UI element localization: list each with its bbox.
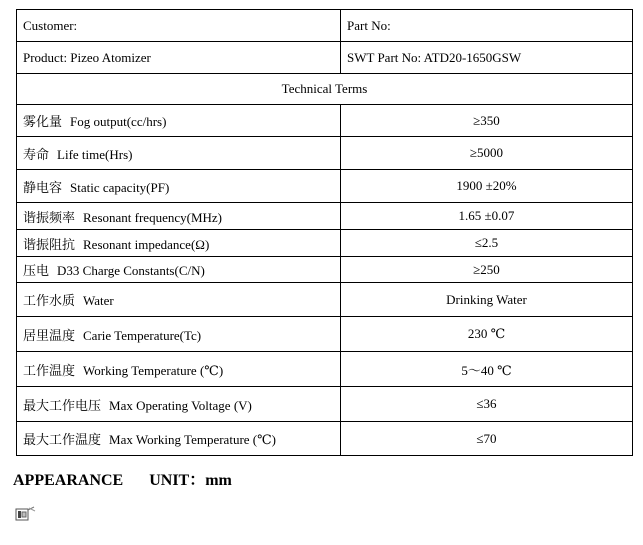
section-row: [17, 74, 633, 105]
row-label-en: Static capacity(PF): [70, 179, 170, 195]
row-value: 5～40 ℃: [341, 352, 633, 387]
row-label-cn: 寿命: [23, 147, 50, 163]
row-label-cn: 压电: [23, 264, 50, 279]
row-label-cn: 静电容: [23, 180, 63, 196]
broken-image-icon: [15, 505, 41, 521]
row-label-en: Water: [83, 293, 114, 308]
row-label-cn: 谐振频率: [23, 210, 76, 226]
spec-table: [16, 9, 633, 456]
section-title: Technical Terms: [17, 74, 633, 105]
table-row: [17, 105, 633, 137]
table-row: [17, 422, 633, 456]
row-value: 230 ℃: [341, 317, 633, 352]
row-label-cn: 最大工作温度: [23, 433, 102, 448]
table-row: [17, 137, 633, 170]
row-label-en: Resonant impedance(Ω): [83, 236, 210, 252]
row-value: 1.65 ±0.07: [341, 203, 633, 230]
row-label: [17, 137, 341, 170]
row-value: ≤2.5: [341, 230, 633, 257]
row-label-cn: 工作温度: [23, 363, 76, 379]
table-row: [17, 387, 633, 422]
row-label: [17, 105, 341, 137]
row-label: [17, 317, 341, 352]
row-label-en: Working Temperature (℃): [83, 362, 224, 378]
row-label: [17, 203, 341, 230]
row-label-en: Life time(Hrs): [57, 146, 133, 162]
row-label-cn: 谐振阻抗: [23, 237, 76, 253]
row-label: [17, 422, 341, 456]
row-label-en: Max Working Temperature (℃): [109, 432, 276, 447]
row-value: 1900 ±20%: [341, 170, 633, 203]
table-row: [17, 317, 633, 352]
row-label-en: D33 Charge Constants(C/N): [57, 263, 205, 278]
appearance-heading: [13, 467, 232, 490]
unit-label: UNIT：mm: [149, 472, 232, 489]
product-label: Product: Pizeo Atomizer: [17, 42, 341, 74]
row-value: Drinking Water: [341, 283, 633, 317]
row-label-cn: 最大工作电压: [23, 398, 102, 414]
row-value: ≥350: [341, 105, 633, 137]
customer-label: Customer:: [17, 10, 341, 42]
part-no-label: Part No:: [341, 10, 633, 42]
row-label-en: Max Operating Voltage (V): [109, 397, 252, 413]
row-label-cn: 雾化量: [23, 115, 63, 130]
row-value: ≤36: [341, 387, 633, 422]
row-label: [17, 283, 341, 317]
row-label: [17, 257, 341, 283]
table-row: [17, 203, 633, 230]
row-label-en: Fog output(cc/hrs): [70, 114, 167, 129]
appearance-label: APPEARANCE: [13, 472, 124, 489]
swt-part-label: SWT Part No: ATD20-1650GSW: [341, 42, 633, 74]
row-label-en: Resonant frequency(MHz): [83, 209, 222, 225]
row-label: [17, 230, 341, 257]
table-row: [17, 352, 633, 387]
table-row: [17, 257, 633, 283]
row-value: ≤70: [341, 422, 633, 456]
product-row: [17, 42, 633, 74]
customer-row: [17, 10, 633, 42]
row-value: ≥5000: [341, 137, 633, 170]
row-value: ≥250: [341, 257, 633, 283]
row-label: [17, 387, 341, 422]
row-label-cn: 工作水质: [23, 294, 76, 309]
table-row: [17, 283, 633, 317]
row-label-en: Carie Temperature(Tc): [83, 327, 202, 343]
table-row: [17, 230, 633, 257]
row-label-cn: 居里温度: [23, 328, 76, 344]
row-label: [17, 352, 341, 387]
row-label: [17, 170, 341, 203]
table-row: [17, 170, 633, 203]
